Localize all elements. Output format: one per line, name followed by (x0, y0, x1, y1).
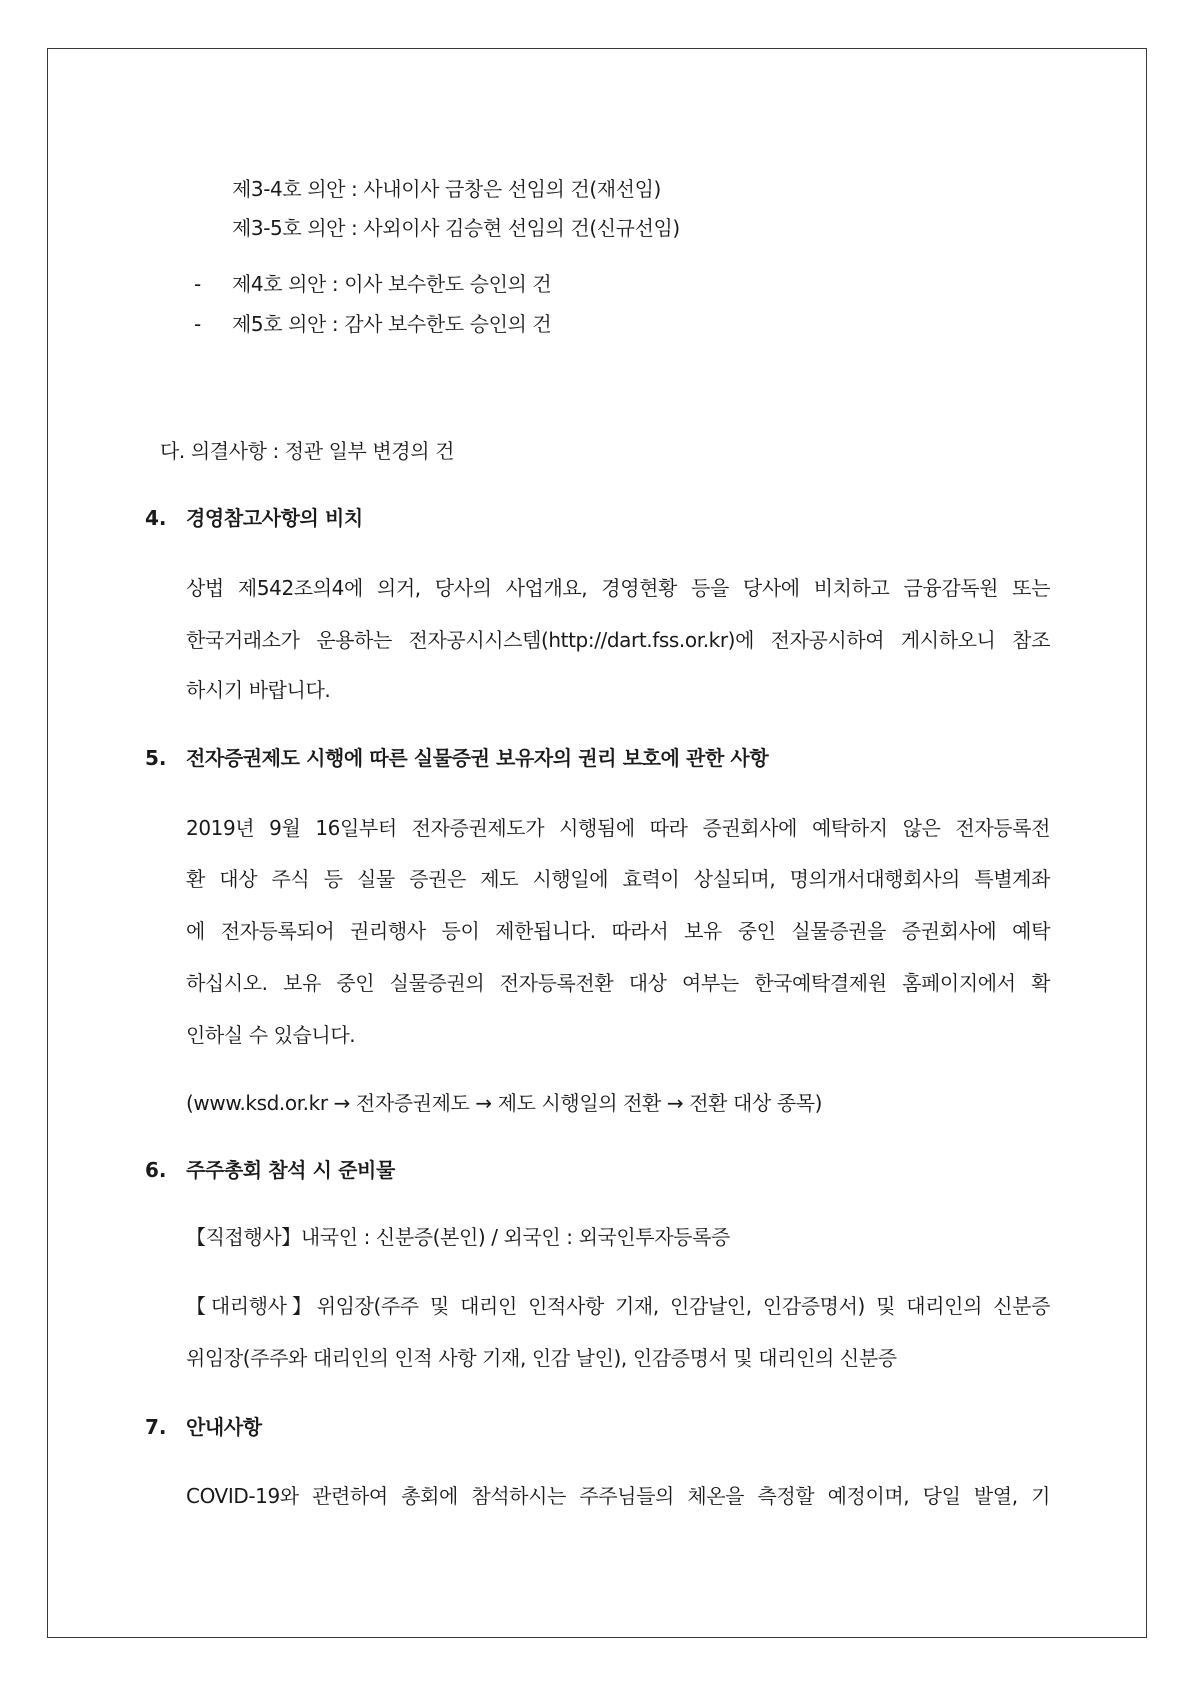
section-6-proxy-1: 【대리행사】위임장(주주 및 대리인 인적사항 기재, 인감날인, 인감증명서) 및 대리인의 신분증 (186, 1294, 1050, 1318)
section-7-number: 7. (145, 1415, 167, 1439)
bullet-dash: - (194, 312, 202, 336)
section-5-title: 전자증권제도 시행에 따른 실물증권 보유자의 권리 보호에 관한 사항 (186, 746, 769, 770)
section-4-line-1: 상법 제542조의4에 의거, 당사의 사업개요, 경영현황 등을 당사에 비치하고 금융감독원 또는 (186, 576, 1050, 600)
section-4-line-3: 하시기 바랍니다. (186, 678, 331, 702)
agenda-item-3-5: 제3-5호 의안 : 사외이사 김승현 선임의 건(신규선임) (232, 216, 680, 240)
section-5-path: (www.ksd.or.kr → 전자증권제도 → 제도 시행일의 전환 → 전환 대상 종목) (186, 1091, 823, 1115)
section-5-line-2: 환 대상 주식 등 실물 증권은 제도 시행일에 효력이 상실되며, 명의개서대행회사의 특별계좌 (186, 867, 1050, 891)
section-4-title: 경영참고사항의 비치 (186, 506, 363, 530)
agenda-item-4: 제4호 의안 : 이사 보수한도 승인의 건 (232, 272, 552, 296)
section-5-line-4: 하십시오. 보유 중인 실물증권의 전자등록전환 대상 여부는 한국예탁결제원 홈페이지에서 확 (186, 971, 1050, 995)
section-5-line-5: 인하실 수 있습니다. (186, 1023, 356, 1047)
agenda-item-5: 제5호 의안 : 감사 보수한도 승인의 건 (232, 312, 552, 336)
section-6-direct: 【직접행사】내국인 : 신분증(본인) / 외국인 : 외국인투자등록증 (186, 1225, 730, 1249)
section-5-line-3: 에 전자등록되어 권리행사 등이 제한됩니다. 따라서 보유 중인 실물증권을 증권회사에 예탁 (186, 919, 1050, 943)
bullet-dash: - (194, 272, 202, 296)
section-7-line-1: COVID-19와 관련하여 총회에 참석하시는 주주님들의 체온을 측정할 예정이며, 당일 발열, 기 (186, 1484, 1050, 1508)
section-7-title: 안내사항 (186, 1415, 262, 1439)
section-4-line-2: 한국거래소가 운용하는 전자공시시스템(http://dart.fss.or.kr)에 전자공시하여 게시하오니 참조 (186, 628, 1050, 652)
section-6-title: 주주총회 참석 시 준비물 (186, 1158, 395, 1182)
section-4-number: 4. (145, 506, 167, 530)
page-border (47, 48, 1147, 1638)
agenda-item-3-4: 제3-4호 의안 : 사내이사 금창은 선임의 건(재선임) (232, 177, 661, 201)
resolution-item: 다. 의결사항 : 정관 일부 변경의 건 (160, 439, 455, 463)
section-5-number: 5. (145, 746, 167, 770)
section-6-proxy-2: 위임장(주주와 대리인의 인적 사항 기재, 인감 날인), 인감증명서 및 대리인의 신분증 (186, 1346, 897, 1370)
section-6-number: 6. (145, 1158, 167, 1182)
section-5-line-1: 2019년 9월 16일부터 전자증권제도가 시행됨에 따라 증권회사에 예탁하지 않은 전자등록전 (186, 816, 1050, 840)
